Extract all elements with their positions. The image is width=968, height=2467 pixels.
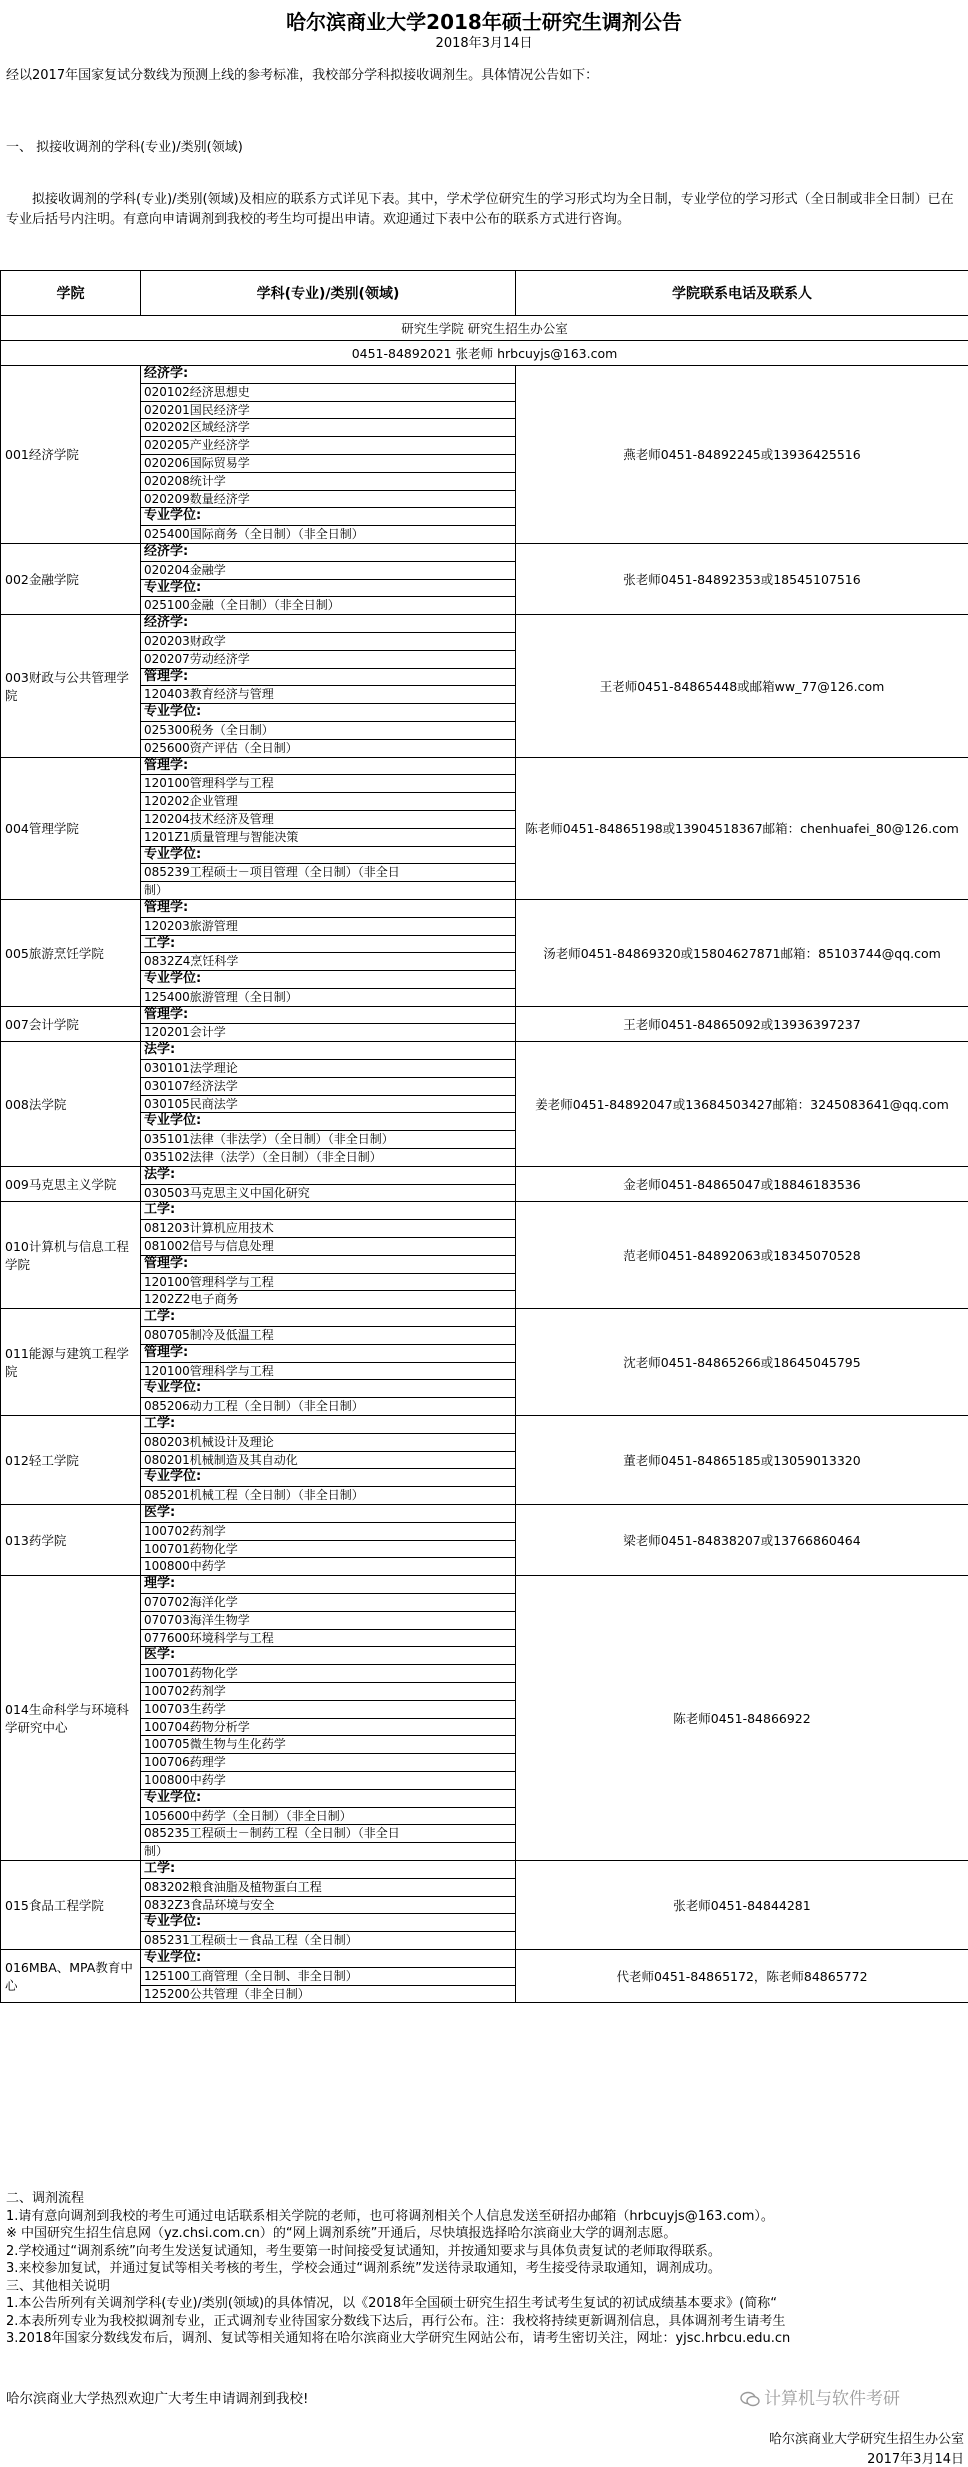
- college-contact: 金老师0451-84865047或18846183536: [516, 1166, 968, 1202]
- subject-item: 1201Z1质量管理与智能决策: [141, 829, 515, 847]
- subject-item: 080705制冷及低温工程: [141, 1327, 515, 1345]
- college-contact: 代老师0451-84865172，陈老师84865772: [516, 1949, 968, 2002]
- footer-line: ※ 中国研究生招生信息网（yz.chsi.com.cn）的“网上调剂系统”开通后，尽快填报选择哈尔滨商业大学的调剂志愿。: [6, 2225, 966, 2243]
- college-name: 014生命科学与环境科学研究中心: [1, 1576, 141, 1861]
- footer-line: 2.本表所列专业为我校拟调剂专业，正式调剂专业待国家分数线下达后，再行公布。注：我校将持续更新调剂信息，具体调剂考生请考生: [6, 2313, 966, 2331]
- table-row: [1, 1042, 968, 1167]
- office-row: [1, 316, 968, 341]
- college-name: 015食品工程学院: [1, 1860, 141, 1949]
- table-row: [1, 899, 968, 1006]
- subject-item: 100704药物分析学: [141, 1719, 515, 1737]
- subject-item: 030105民商法学: [141, 1096, 515, 1114]
- college-contact: 陈老师0451-84866922: [516, 1576, 968, 1861]
- table-row: [1, 1949, 968, 2002]
- page-title: 哈尔滨商业大学2018年硕士研究生调剂公告: [0, 6, 968, 35]
- header-contact: 学院联系电话及联系人: [516, 271, 968, 316]
- header-subject: 学科(专业)/类别(领域): [141, 271, 516, 316]
- subject-item: 100800中药学: [141, 1772, 515, 1790]
- college-name: 003财政与公共管理学院: [1, 615, 141, 757]
- subject-item: 070702海洋化学: [141, 1594, 515, 1612]
- subject-item: 080201机械制造及其自动化: [141, 1452, 515, 1470]
- subject-item: 105600中药学（全日制）（非全日制）: [141, 1808, 515, 1826]
- subject-item: 020201国民经济学: [141, 402, 515, 420]
- college-contact: 范老师0451-84892063或18345070528: [516, 1202, 968, 1309]
- college-contact: 梁老师0451-84838207或13766860464: [516, 1505, 968, 1576]
- footer-line: 2.学校通过“调剂系统”向考生发送复试通知，考生要第一时间接受复试通知，并按通知要求与具体负责复试的老师取得联系。: [6, 2243, 966, 2261]
- footer-line: 三、其他相关说明: [6, 2278, 966, 2296]
- section-1-paragraph: 拟接收调剂的学科(专业)/类别(领域)及相应的联系方式详见下表。其中，学术学位研究生的学习形式均为全日制，专业学位的学习形式（全日制或非全日制）已在专业后括号内注明。有意向申请调剂到我校的考生均可提出申请。欢迎通过下表中公布的联系方式进行咨询。: [6, 190, 956, 230]
- subject-category: 经济学:: [141, 544, 515, 562]
- subject-list: [141, 615, 516, 757]
- subject-item: 085231工程硕士－食品工程（全日制）: [141, 1932, 515, 1949]
- subject-list: [141, 1042, 516, 1167]
- subject-list: [141, 757, 516, 899]
- subject-item: 120202企业管理: [141, 793, 515, 811]
- table-row: [1, 1202, 968, 1309]
- subject-item: 125400旅游管理（全日制）: [141, 989, 515, 1006]
- table-row: [1, 366, 968, 544]
- subject-category: 专业学位:: [141, 1113, 515, 1131]
- subject-item: 085235工程硕士－制药工程（全日制）（非全日: [141, 1825, 515, 1843]
- subject-item: 020102经济思想史: [141, 384, 515, 402]
- subject-list: [141, 1202, 516, 1309]
- office-contact-row: [1, 341, 968, 366]
- subject-item: 085239工程硕士－项目管理（全日制）（非全日: [141, 864, 515, 882]
- subject-list: [141, 899, 516, 1006]
- college-name: 002金融学院: [1, 543, 141, 614]
- subject-category: 专业学位:: [141, 1380, 515, 1398]
- college-name: 016MBA、MPA教育中心: [1, 1949, 141, 2002]
- subject-item: 100701药物化学: [141, 1541, 515, 1559]
- subject-item: 020202区域经济学: [141, 419, 515, 437]
- subject-category: 医学:: [141, 1505, 515, 1523]
- subject-item: 100701药物化学: [141, 1665, 515, 1683]
- subject-item: 100702药剂学: [141, 1523, 515, 1541]
- office-name: 研究生学院 研究生招生办公室: [1, 316, 968, 341]
- watermark-text: 计算机与软件考研: [764, 2389, 900, 2409]
- welcome-text: 哈尔滨商业大学热烈欢迎广大考生申请调剂到我校!: [6, 2387, 308, 2407]
- subject-category: 专业学位:: [141, 1790, 515, 1808]
- subject-item: 083202粮食油脂及植物蛋白工程: [141, 1879, 515, 1897]
- subject-category: 理学:: [141, 1576, 515, 1594]
- subject-list: [141, 1416, 516, 1505]
- subject-item: 020204金融学: [141, 562, 515, 580]
- subject-category: 专业学位:: [141, 580, 515, 598]
- subject-item: 085206动力工程（全日制）（非全日制）: [141, 1398, 515, 1415]
- announcement-date: 2018年3月14日: [0, 32, 968, 51]
- subject-item: 100706药理学: [141, 1754, 515, 1772]
- table-row: [1, 757, 968, 899]
- subject-list: [141, 1309, 516, 1416]
- subject-item: 030101法学理论: [141, 1060, 515, 1078]
- subject-category: 管理学:: [141, 758, 515, 776]
- subject-item: 120203旅游管理: [141, 918, 515, 936]
- college-name: 004管理学院: [1, 757, 141, 899]
- college-contact: 沈老师0451-84865266或18645045795: [516, 1309, 968, 1416]
- subject-item: 020207劳动经济学: [141, 651, 515, 669]
- college-contact: 燕老师0451-84892245或13936425516: [516, 366, 968, 544]
- subject-list: [141, 1006, 516, 1042]
- college-contact: 姜老师0451-84892047或13684503427邮箱：3245083641@qq.com: [516, 1042, 968, 1167]
- table-row: [1, 543, 968, 614]
- subject-list: [141, 1949, 516, 2002]
- signature: 哈尔滨商业大学研究生招生办公室: [769, 2428, 964, 2447]
- subject-category: 工学:: [141, 1416, 515, 1434]
- college-contact: 王老师0451-84865092或13936397237: [516, 1006, 968, 1042]
- college-name: 011能源与建筑工程学院: [1, 1309, 141, 1416]
- table-row: [1, 1166, 968, 1202]
- subject-item: 0832Z3食品环境与安全: [141, 1897, 515, 1915]
- signature-date: 2017年3月14日: [867, 2448, 964, 2467]
- subject-list: [141, 1166, 516, 1202]
- subject-category: 专业学位:: [141, 1469, 515, 1487]
- subject-list: [141, 1505, 516, 1576]
- table-row: [1, 1309, 968, 1416]
- footer-line: 二、调剂流程: [6, 2190, 966, 2208]
- college-name: 010计算机与信息工程学院: [1, 1202, 141, 1309]
- subject-item: 030107经济法学: [141, 1078, 515, 1096]
- subject-item: 制）: [141, 882, 515, 899]
- subject-category: 工学:: [141, 1202, 515, 1220]
- subject-list: [141, 1860, 516, 1949]
- adjustment-table: [0, 270, 968, 2003]
- subject-category: 专业学位:: [141, 1914, 515, 1932]
- subject-category: 专业学位:: [141, 847, 515, 865]
- wechat-icon: [740, 2391, 760, 2407]
- subject-item: 0832Z4烹饪科学: [141, 953, 515, 971]
- subject-item: 020208统计学: [141, 473, 515, 491]
- college-contact: 汤老师0451-84869320或15804627871邮箱：85103744@qq.com: [516, 899, 968, 1006]
- header-college: 学院: [1, 271, 141, 316]
- office-contact: 0451-84892021 张老师 hrbcuyjs@163.com: [1, 341, 968, 366]
- subject-category: 管理学:: [141, 669, 515, 687]
- subject-item: 020206国际贸易学: [141, 455, 515, 473]
- college-contact: 董老师0451-84865185或13059013320: [516, 1416, 968, 1505]
- college-contact: 陈老师0451-84865198或13904518367邮箱：chenhuafei_80@126.com: [516, 757, 968, 899]
- table-row: [1, 615, 968, 757]
- college-contact: 张老师0451-84892353或18545107516: [516, 543, 968, 614]
- table-row: [1, 1860, 968, 1949]
- subject-category: 管理学:: [141, 1007, 515, 1025]
- subject-category: 管理学:: [141, 1345, 515, 1363]
- subject-item: 025100金融（全日制）（非全日制）: [141, 597, 515, 614]
- subject-item: 100703生药学: [141, 1701, 515, 1719]
- college-name: 008法学院: [1, 1042, 141, 1167]
- subject-item: 100702药剂学: [141, 1683, 515, 1701]
- college-name: 013药学院: [1, 1505, 141, 1576]
- subject-item: 125100工商管理（全日制、非全日制）: [141, 1968, 515, 1986]
- subject-category: 工学:: [141, 1309, 515, 1327]
- subject-item: 085201机械工程（全日制）（非全日制）: [141, 1487, 515, 1504]
- table-row: [1, 1416, 968, 1505]
- subject-category: 管理学:: [141, 900, 515, 918]
- subject-item: 120403教育经济与管理: [141, 686, 515, 704]
- subject-list: [141, 366, 516, 544]
- subject-list: [141, 1576, 516, 1861]
- subject-item: 025300税务（全日制）: [141, 722, 515, 740]
- subject-category: 专业学位:: [141, 971, 515, 989]
- college-name: 009马克思主义学院: [1, 1166, 141, 1202]
- subject-category: 工学:: [141, 1861, 515, 1879]
- subject-item: 025400国际商务（全日制）（非全日制）: [141, 526, 515, 543]
- subject-category: 专业学位:: [141, 1950, 515, 1968]
- subject-category: 医学:: [141, 1647, 515, 1665]
- subject-category: 专业学位:: [141, 704, 515, 722]
- subject-item: 081203计算机应用技术: [141, 1220, 515, 1238]
- college-contact: 王老师0451-84865448或邮箱ww_77@126.com: [516, 615, 968, 757]
- subject-item: 030503马克思主义中国化研究: [141, 1185, 515, 1202]
- subject-category: 法学:: [141, 1042, 515, 1060]
- subject-category: 专业学位:: [141, 508, 515, 526]
- table-row: [1, 1505, 968, 1576]
- footer-line: 3.2018年国家分数线发布后，调剂、复试等相关通知将在哈尔滨商业大学研究生网站公布，请考生密切关注，网址：yjsc.hrbcu.edu.cn: [6, 2330, 966, 2348]
- subject-item: 035101法律（非法学）（全日制）（非全日制）: [141, 1131, 515, 1149]
- footer-line: 3.来校参加复试，并通过复试等相关考核的考生，学校会通过“调剂系统”发送待录取通知，考生接受待录取通知，调剂成功。: [6, 2260, 966, 2278]
- college-name: 001经济学院: [1, 366, 141, 544]
- subject-item: 120100管理科学与工程: [141, 1274, 515, 1292]
- subject-item: 125200公共管理（非全日制）: [141, 1986, 515, 2003]
- section-1-heading: 一、 拟接收调剂的学科(专业)/类别(领域): [6, 136, 243, 155]
- table-row: [1, 1006, 968, 1042]
- subject-item: 077600环境科学与工程: [141, 1630, 515, 1648]
- subject-item: 020209数量经济学: [141, 491, 515, 509]
- subject-item: 025600资产评估（全日制）: [141, 740, 515, 757]
- subject-item: 120204技术经济及管理: [141, 811, 515, 829]
- subject-category: 管理学:: [141, 1256, 515, 1274]
- footer-line: 1.请有意向调剂到我校的考生可通过电话联系相关学院的老师，也可将调剂相关个人信息发送至研招办邮箱（hrbcuyjs@163.com）。: [6, 2208, 966, 2226]
- subject-item: 100705微生物与生化药学: [141, 1736, 515, 1754]
- subject-item: 020203财政学: [141, 633, 515, 651]
- subject-item: 080203机械设计及理论: [141, 1434, 515, 1452]
- subject-category: 工学:: [141, 936, 515, 954]
- college-name: 007会计学院: [1, 1006, 141, 1042]
- subject-item: 120100管理科学与工程: [141, 1363, 515, 1381]
- intro-text: 经以2017年国家复试分数线为预测上线的参考标准，我校部分学科拟接收调剂生。具体情况公告如下：: [6, 64, 598, 83]
- subject-item: 制）: [141, 1843, 515, 1860]
- subject-item: 1202Z2电子商务: [141, 1291, 515, 1308]
- subject-item: 081002信号与信息处理: [141, 1238, 515, 1256]
- subject-item: 070703海洋生物学: [141, 1612, 515, 1630]
- footer-notes: [6, 2190, 966, 2348]
- subject-item: 100800中药学: [141, 1558, 515, 1575]
- watermark: [740, 2384, 900, 2409]
- subject-item: 120201会计学: [141, 1024, 515, 1041]
- college-name: 012轻工学院: [1, 1416, 141, 1505]
- subject-category: 经济学:: [141, 366, 515, 384]
- college-contact: 张老师0451-84844281: [516, 1860, 968, 1949]
- table-row: [1, 1576, 968, 1861]
- subject-list: [141, 543, 516, 614]
- subject-category: 法学:: [141, 1167, 515, 1185]
- college-name: 005旅游烹饪学院: [1, 899, 141, 1006]
- subject-item: 020205产业经济学: [141, 437, 515, 455]
- subject-item: 035102法律（法学）（全日制）（非全日制）: [141, 1149, 515, 1166]
- subject-category: 经济学:: [141, 615, 515, 633]
- subject-item: 120100管理科学与工程: [141, 775, 515, 793]
- footer-line: 1.本公告所列有关调剂学科(专业)/类别(领域)的具体情况，以《2018年全国硕士研究生招生考试考生复试的初试成绩基本要求》(简称“: [6, 2295, 966, 2313]
